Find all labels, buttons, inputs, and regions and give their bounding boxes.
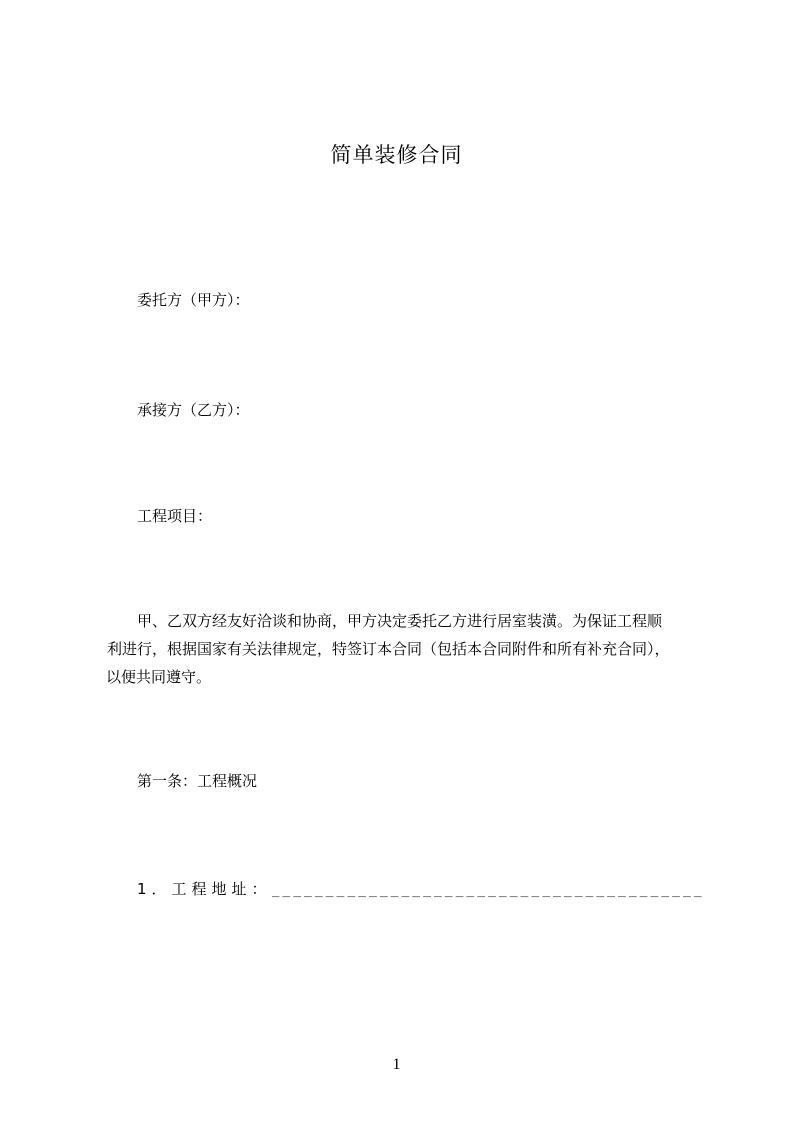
intro-line: 利进行，根据国家有关法律规定，特签订本合同（包括本合同附件和所有补充合同），: [107, 640, 670, 658]
project-address-row: [137, 876, 707, 904]
intro-line: 甲、乙双方经友好洽谈和协商，甲方决定委托乙方进行居室装潢。为保证工程顺: [137, 612, 663, 630]
project-address-label: 1．工程地址：: [137, 880, 272, 898]
intro-line: 以便共同遵守。: [106, 668, 212, 686]
party-a-label: 委托方（甲方）：: [137, 291, 250, 309]
intro-paragraph: [106, 607, 716, 691]
page-number: 1: [392, 1056, 401, 1073]
project-address-blank: ________________________________________: [271, 883, 705, 898]
article-1-heading: 第一条：工程概况: [137, 772, 258, 790]
document-title: 简单装修合同: [330, 143, 463, 167]
party-b-label: 承接方（乙方）：: [137, 401, 250, 419]
project-label: 工程项目：: [137, 507, 213, 525]
